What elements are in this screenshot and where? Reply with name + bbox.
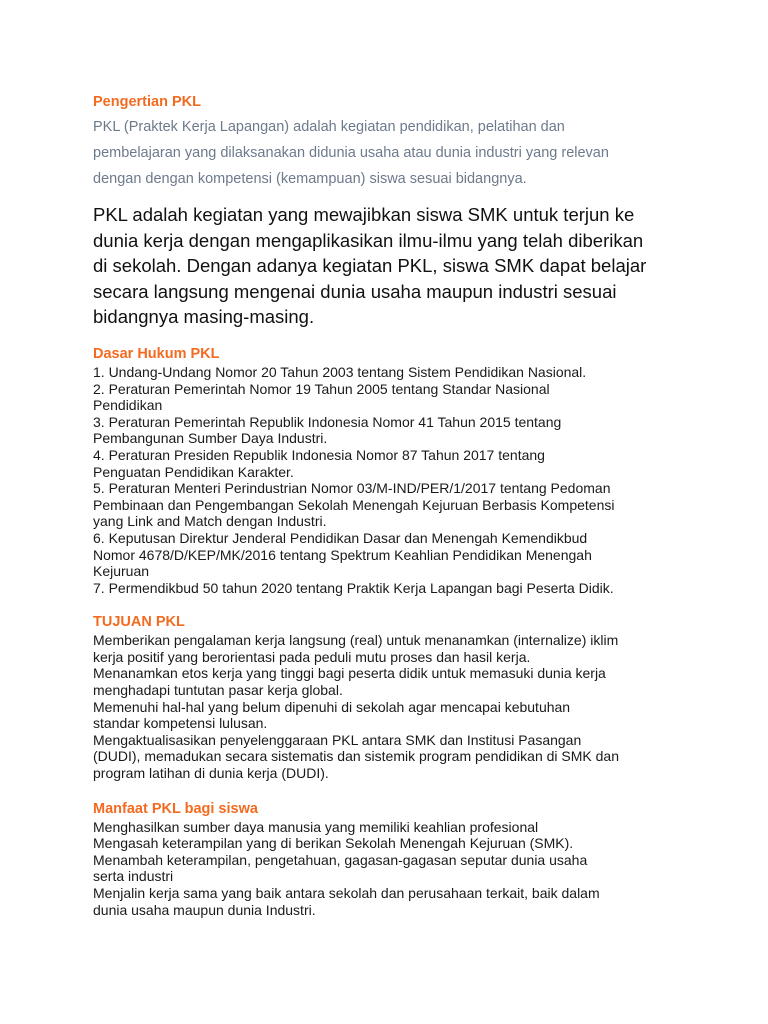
list-line: Pendidikan [93, 397, 163, 414]
section-pengertian [93, 92, 693, 192]
list-line: Kejuruan [93, 563, 150, 580]
manfaat-list [93, 819, 693, 919]
document-page [93, 92, 693, 918]
intro-line: dengan dengan kompetensi (kemampuan) siswa sesuai bidangnya. [93, 171, 527, 187]
heading-dasar-hukum: Dasar Hukum PKL [93, 345, 220, 362]
list-line: Memenuhi hal-hal yang belum dipenuhi di sekolah agar mencapai kebutuhan [93, 698, 571, 715]
list-line: Pembinaan dan Pengembangan Sekolah Menengah Kejuruan Berbasis Kompetensi [93, 496, 615, 513]
heading-tujuan: TUJUAN PKL [93, 614, 185, 631]
list-line: 7. Permendikbud 50 tahun 2020 tentang Praktik Kerja Lapangan bagi Peserta Didik. [93, 579, 614, 596]
intro-line: pembelajaran yang dilaksanakan didunia usaha atau dunia industri yang relevan [93, 145, 609, 161]
highlight-line: dunia kerja dengan mengaplikasikan ilmu-ilmu yang telah diberikan [93, 229, 644, 251]
list-line: yang Link and Match dengan Industri. [93, 513, 327, 530]
list-line: 6. Keputusan Direktur Jenderal Pendidikan Dasar dan Menengah Kemendikbud [93, 529, 588, 546]
list-line: 1. Undang-Undang Nomor 20 Tahun 2003 tentang Sistem Pendidikan Nasional. [93, 363, 587, 380]
tujuan-list [93, 632, 693, 781]
list-line: 2. Peraturan Pemerintah Nomor 19 Tahun 2005 tentang Standar Nasional [93, 380, 550, 397]
intro-line: PKL (Praktek Kerja Lapangan) adalah kegiatan pendidikan, pelatihan dan [93, 119, 565, 135]
list-line: Penguatan Pendidikan Karakter. [93, 463, 294, 480]
list-line: (DUDI), memadukan secara sistematis dan sistemik program pendidikan di SMK dan [93, 748, 619, 765]
list-line: 4. Peraturan Presiden Republik Indonesia Nomor 87 Tahun 2017 tentang [93, 446, 545, 463]
dasar-hukum-list [93, 364, 693, 596]
list-line: menghadapi tuntutan pasar kerja global. [93, 682, 343, 699]
list-line: program latihan di dunia kerja (DUDI). [93, 765, 329, 782]
list-line: Menjalin kerja sama yang baik antara sekolah dan perusahaan terkait, baik dalam [93, 885, 600, 901]
list-line: kerja positif yang berorientasi pada peduli mutu proses dan hasil kerja. [93, 648, 531, 665]
list-line: Menghasilkan sumber daya manusia yang memiliki keahlian profesional [93, 818, 539, 835]
list-line: 3. Peraturan Pemerintah Republik Indonesia Nomor 41 Tahun 2015 tentang [93, 413, 562, 430]
list-line: Pembangunan Sumber Daya Industri. [93, 430, 328, 447]
list-line: Mengasah keterampilan yang di berikan Sekolah Menengah Kejuruan (SMK). [93, 835, 574, 852]
list-line: serta industri [93, 868, 174, 885]
highlight-line: bidangnya masing-masing. [93, 306, 315, 328]
intro-paragraph [93, 114, 693, 192]
section-manfaat [93, 799, 693, 919]
list-line: 5. Peraturan Menteri Perindustrian Nomor 03/M-IND/PER/1/2017 tentang Pedoman [93, 480, 611, 497]
highlight-line: PKL adalah kegiatan yang mewajibkan siswa SMK untuk terjun ke [93, 204, 635, 225]
list-line: Memberikan pengalaman kerja langsung (real) untuk menanamkan (internalize) iklim [93, 632, 619, 649]
list-line: Menanamkan etos kerja yang tinggi bagi peserta didik untuk memasuki dunia kerja [93, 665, 606, 682]
highlight-line: di sekolah. Dengan adanya kegiatan PKL, siswa SMK dapat belajar [93, 255, 647, 277]
list-line: Mengaktualisasikan penyelenggaraan PKL antara SMK dan Institusi Pasangan [93, 731, 582, 748]
section-tujuan [93, 612, 693, 781]
list-line: Menambah keterampilan, pengetahuan, gagasan-gagasan seputar dunia usaha [93, 851, 588, 868]
list-line: standar kompetensi lulusan. [93, 715, 268, 732]
heading-manfaat: Manfaat PKL bagi siswa [93, 800, 258, 817]
list-line: dunia usaha maupun dunia Industri. [93, 901, 316, 918]
list-line: Nomor 4678/D/KEP/MK/2016 tentang Spektrum Keahlian Pendidikan Menengah [93, 546, 592, 563]
highlight-line: secara langsung mengenai dunia usaha maupun industri sesuai [93, 280, 617, 302]
highlight-paragraph [93, 202, 693, 330]
heading-pengertian: Pengertian PKL [93, 94, 201, 110]
section-dasar-hukum [93, 344, 693, 596]
